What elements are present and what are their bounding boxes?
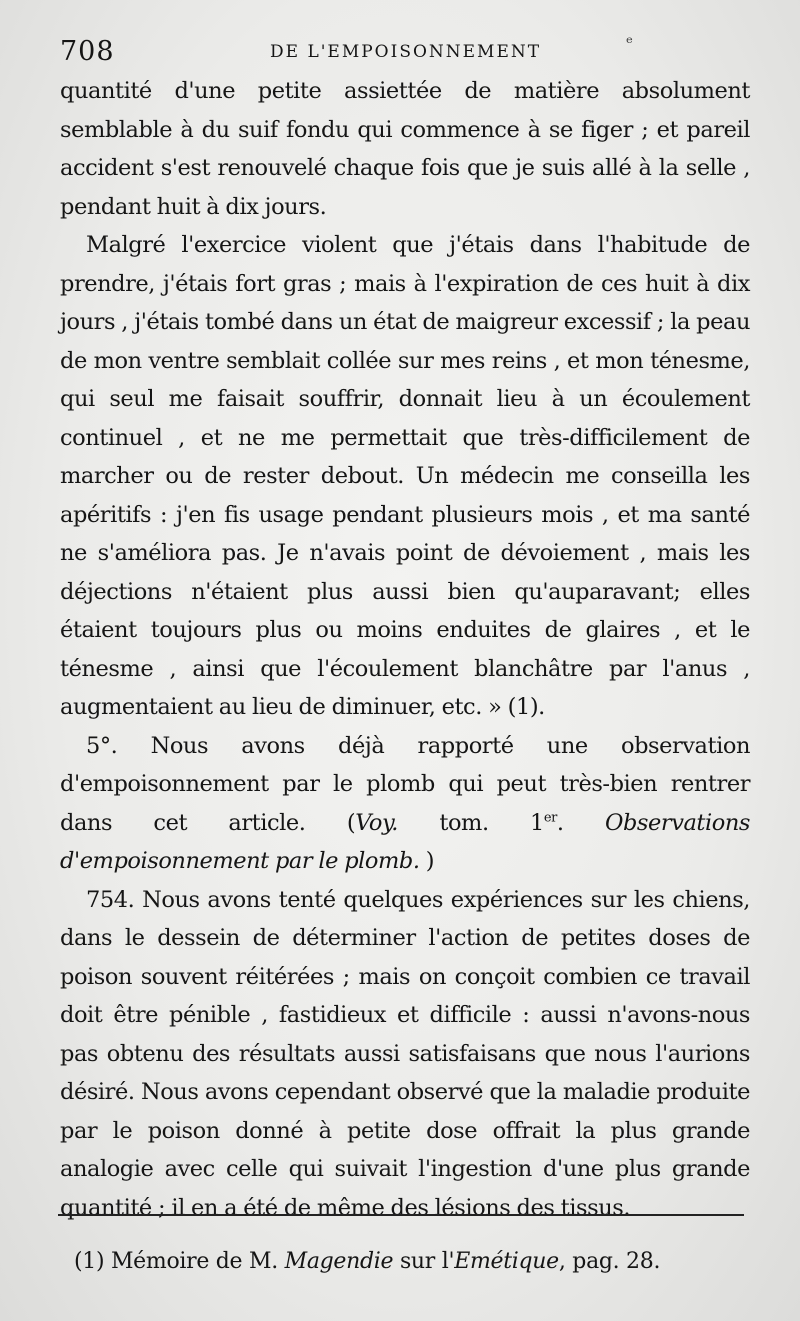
paragraph-continued: quantité d'une petite assiettée de matière absolument semblable à du suif fondu qui commence à se figer ; et pareil accident s'est renouvelé chaque fois que je suis allé à la selle , pendant huit à dix jours. — [60, 78, 750, 220]
observation-text: 5°. Nous avons déjà rapporté une observation d'empoisonnement par le plomb qui peut très-bien rentrer dans cet article. ( — [60, 732, 750, 836]
voy-abbreviation: Voy. — [355, 809, 398, 836]
tome-reference: tom. 1 — [398, 809, 544, 836]
paragraph-754: 754. Nous avons tenté quelques expériences sur les chiens, dans le dessein de déterminer l'action de petites doses de poison souvent réitérées ; mais on conçoit combien ce travail doit être pénible , fastidieux et difficile : aussi n'avons-nous pas obtenu des résultats aussi satisfaisans que nous l'aurions désiré. Nous avons cependant observé que la maladie produite par le poison donné à petite dose offrait la plus grande analogie avec celle qui suivait l'ingestion d'une plus grande quantité ; il en a été de même des lésions des tissus. — [60, 886, 750, 1221]
footnote-lead: (1) Mémoire de M. — [74, 1249, 285, 1274]
footnote-tail: , pag. 28. — [558, 1249, 661, 1274]
paragraph-quotation: Malgré l'exercice violent que j'étais dans l'habitude de prendre, j'étais fort gras ; mais à l'expiration de ces huit à dix jours , j'étais tombé dans un état de maigreur excessif ; la peau de mon ventre semblait collée sur mes reins , et mon ténesme, qui seul me faisait souffrir, donnait lieu à un écoulement continuel , et ne me permettait que très-difficilement de marcher ou de rester debout. Un médecin me conseilla les apéritifs : j'en fis usage pendant plusieurs mois , et ma santé ne s'améliora pas. Je n'avais point de dévoiement , mais les déjections n'étaient plus aussi bien qu'auparavant; elles étaient toujours plus ou moins enduites de glaires , et le ténesme , ainsi que l'écoulement blanchâtre par l'anus , augmentaient au lieu de diminuer, etc. » (1). — [60, 232, 750, 720]
footnote-work: Emétique — [454, 1249, 559, 1274]
reference-dot: . — [556, 809, 605, 836]
footnote-author: Magendie — [284, 1249, 394, 1274]
body-text — [60, 72, 750, 1227]
running-title: DE L'EMPOISONNEMENT — [270, 42, 542, 62]
reference-close: ) — [419, 848, 435, 874]
tome-superscript: er — [543, 810, 557, 825]
paragraph-observation-ref — [60, 727, 750, 881]
footnote — [74, 1249, 660, 1274]
footnote-divider — [58, 1214, 744, 1216]
page-number: 708 — [60, 36, 115, 67]
margin-mark: ᵉ — [626, 33, 633, 54]
observations-title: Observations d'empoisonnement par le plomb. — [60, 809, 750, 874]
footnote-mid: sur l' — [393, 1249, 455, 1274]
